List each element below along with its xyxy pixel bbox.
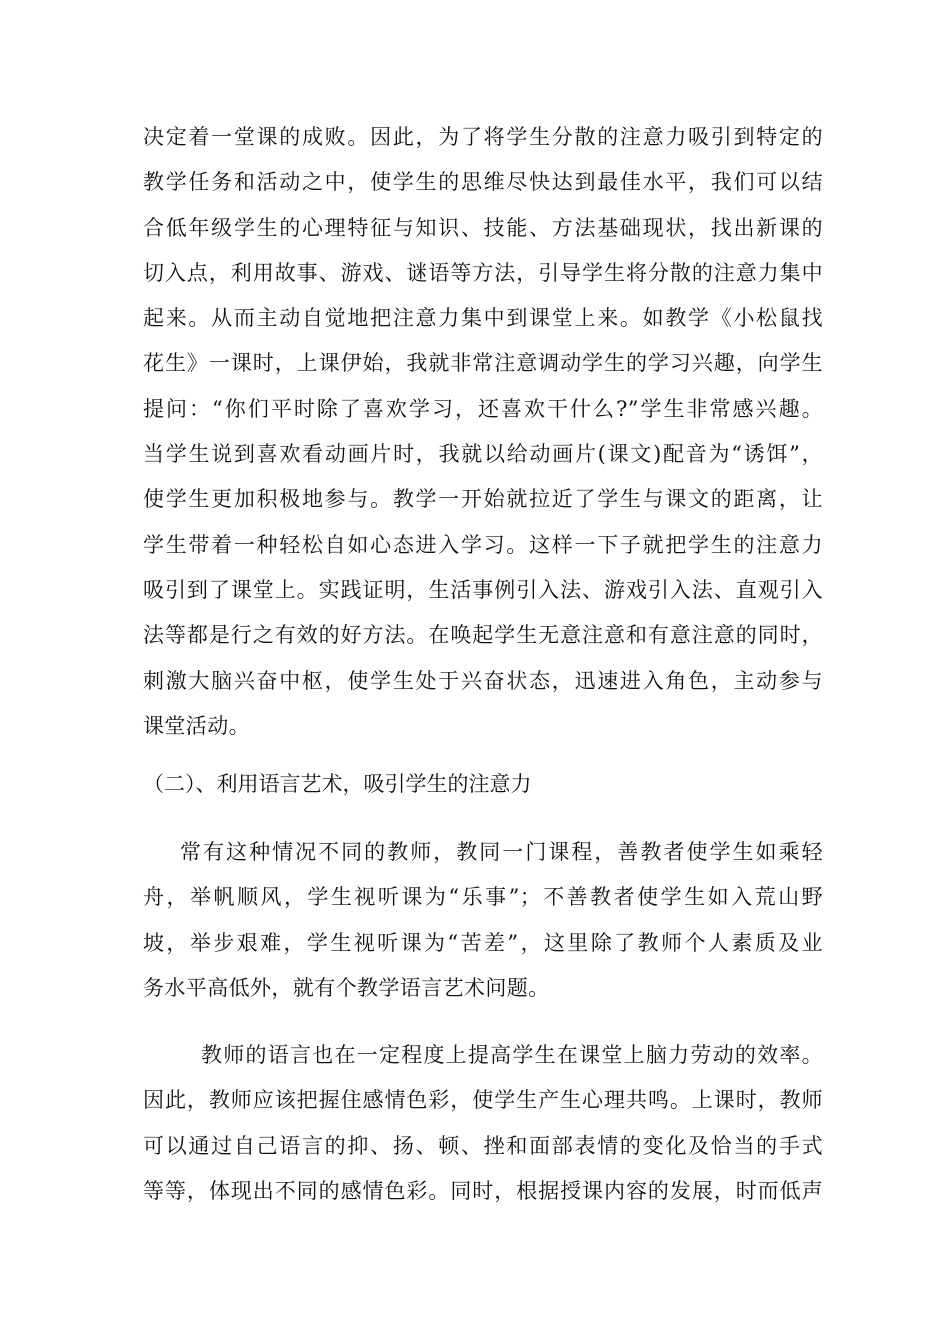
text-line: 花生》一课时，上课伊始，我就非常注意调动学生的学习兴趣，向学生 — [143, 351, 823, 376]
paragraph-teacher-voice — [143, 1033, 823, 1214]
paragraph-attention — [143, 115, 823, 749]
text-line: 坡，举步艰难，学生视听课为“苦差”，这里除了教师个人素质及业 — [143, 930, 823, 955]
text-line: 吸引到了课堂上。实践证明，生活事例引入法、游戏引入法、直观引入 — [143, 577, 823, 602]
section-heading: （二）、利用语言艺术，吸引学生的注意力 — [143, 772, 532, 796]
text-line: 常有这种情况不同的教师，教同一门课程，善教者使学生如乘轻 — [180, 840, 823, 864]
text-line: 切入点，利用故事、游戏、谜语等方法，引导学生将分散的注意力集中 — [143, 260, 823, 285]
text-line: 提问：“你们平时除了喜欢学习，还喜欢干什么?”学生非常感兴趣。 — [143, 396, 823, 421]
text-line: 教师的语言也在一定程度上提高学生在课堂上脑力劳动的效率。 — [201, 1043, 823, 1067]
text-line: 可以通过自己语言的抑、扬、顿、挫和面部表情的变化及恰当的手式 — [143, 1133, 823, 1158]
text-line: 刺激大脑兴奋中枢，使学生处于兴奋状态，迅速进入角色，主动参与 — [143, 668, 823, 693]
text-line: 课堂活动。 — [143, 713, 250, 738]
text-line: 教学任务和活动之中，使学生的思维尽快达到最佳水平，我们可以结 — [143, 170, 823, 195]
paragraph-teaching-language — [143, 830, 823, 1011]
text-line: 合低年级学生的心理特征与知识、技能、方法基础现状，找出新课的 — [143, 215, 823, 240]
text-line: 学生带着一种轻松自如心态进入学习。这样一下子就把学生的注意力 — [143, 532, 823, 557]
text-line: 因此，教师应该把握住感情色彩，使学生产生心理共鸣。上课时，教师 — [143, 1088, 823, 1113]
text-line: 起来。从而主动自觉地把注意力集中到课堂上来。如教学《小松鼠找 — [143, 306, 823, 331]
text-line: 当学生说到喜欢看动画片时，我就以给动画片(课文)配音为“诱饵”， — [143, 442, 823, 467]
text-line: 决定着一堂课的成败。因此，为了将学生分散的注意力吸引到特定的 — [143, 125, 823, 149]
text-line: 等等，体现出不同的感情色彩。同时，根据授课内容的发展，时而低声 — [143, 1178, 823, 1203]
text-line: 法等都是行之有效的好方法。在唤起学生无意注意和有意注意的同时， — [143, 623, 823, 648]
text-line: 务水平高低外，就有个教学语言艺术问题。 — [143, 975, 550, 1000]
text-line: 舟，举帆顺风，学生视听课为“乐事”；不善教者使学生如入荒山野 — [143, 885, 823, 910]
text-line: 使学生更加积极地参与。教学一开始就拉近了学生与课文的距离，让 — [143, 487, 823, 512]
